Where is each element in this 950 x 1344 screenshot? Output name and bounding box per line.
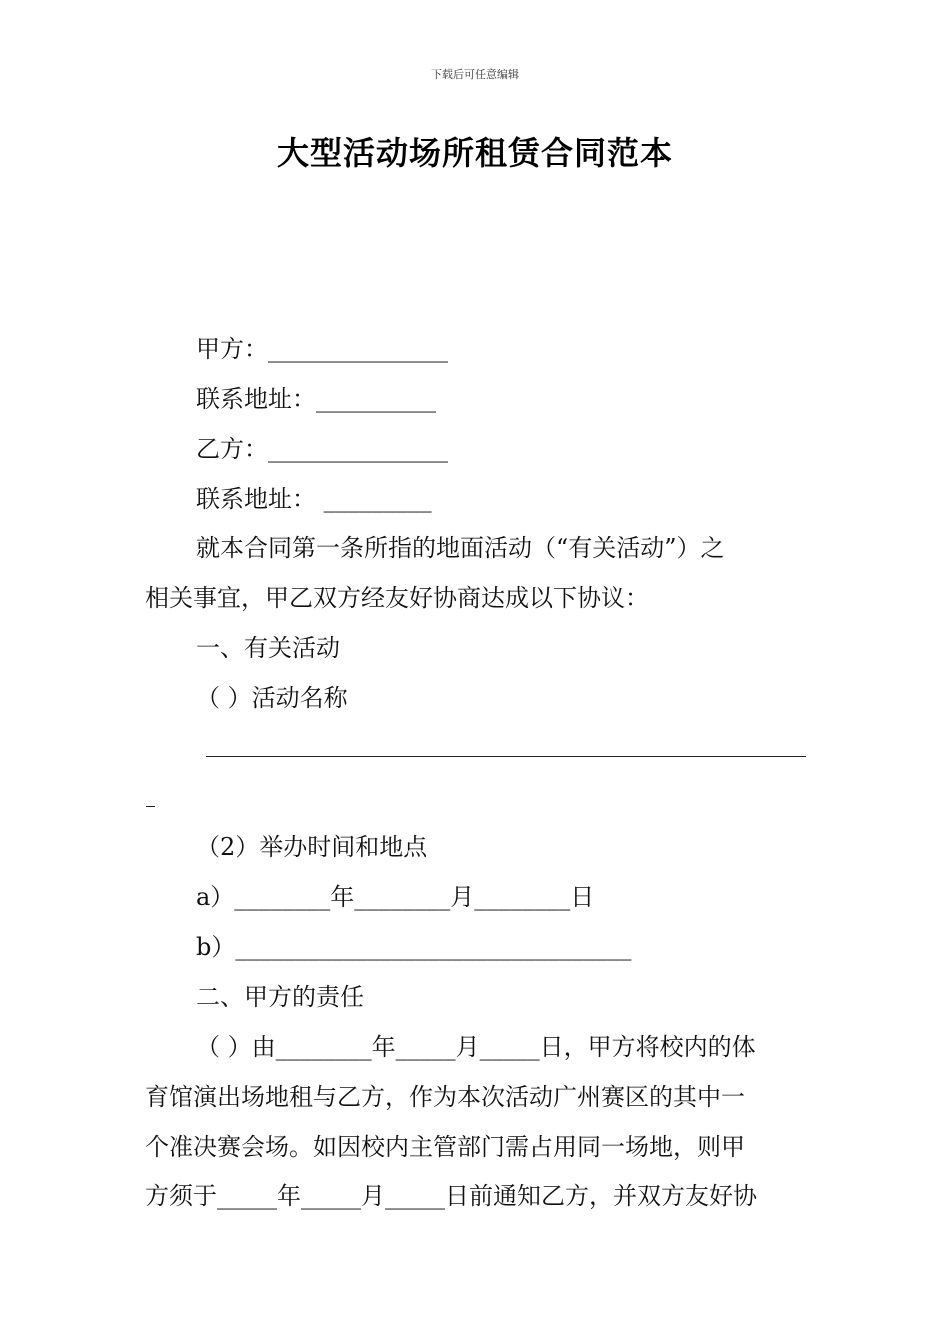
party-a-line: 甲方：_______________ (196, 335, 448, 363)
clause-line-3: 个准决赛会场。如因校内主管部门需占用同一场地，则甲 (145, 1133, 745, 1161)
clause-line-4: 方须于_____年_____月_____日前通知乙方，并双方友好协 (145, 1182, 757, 1210)
section-2-heading: 二、甲方的责任 (196, 983, 364, 1011)
clause-line-1: （ ）由________年_____月_____日，甲方将校内的体 (196, 1033, 756, 1061)
party-a-address-line: 联系地址：__________ (196, 385, 436, 413)
party-b-address-line: 联系地址： _________ (196, 485, 432, 513)
header-note: 下载后可任意编辑 (431, 68, 519, 81)
activity-name-label: （ ）活动名称 (196, 684, 348, 712)
time-place-label: （2）举办时间和地点 (196, 833, 428, 861)
preamble-line-1: 就本合同第一条所指的地面活动（“有关活动”）之 (196, 534, 725, 562)
document-title: 大型活动场所租赁合同范本 (276, 134, 673, 172)
section-1-heading: 一、有关活动 (196, 634, 340, 662)
party-b-line: 乙方：_______________ (196, 435, 448, 463)
activity-name-blank-tail (146, 806, 155, 807)
preamble-line-2: 相关事宜，甲乙双方经友好协商达成以下协议： (145, 584, 649, 612)
place-line-b: b）_________________________________ (196, 933, 632, 961)
activity-name-blank-rule (206, 756, 806, 757)
date-line-a: a）________年________月________日 (196, 883, 595, 911)
clause-line-2: 育馆演出场地租与乙方，作为本次活动广州赛区的其中一 (145, 1083, 745, 1111)
